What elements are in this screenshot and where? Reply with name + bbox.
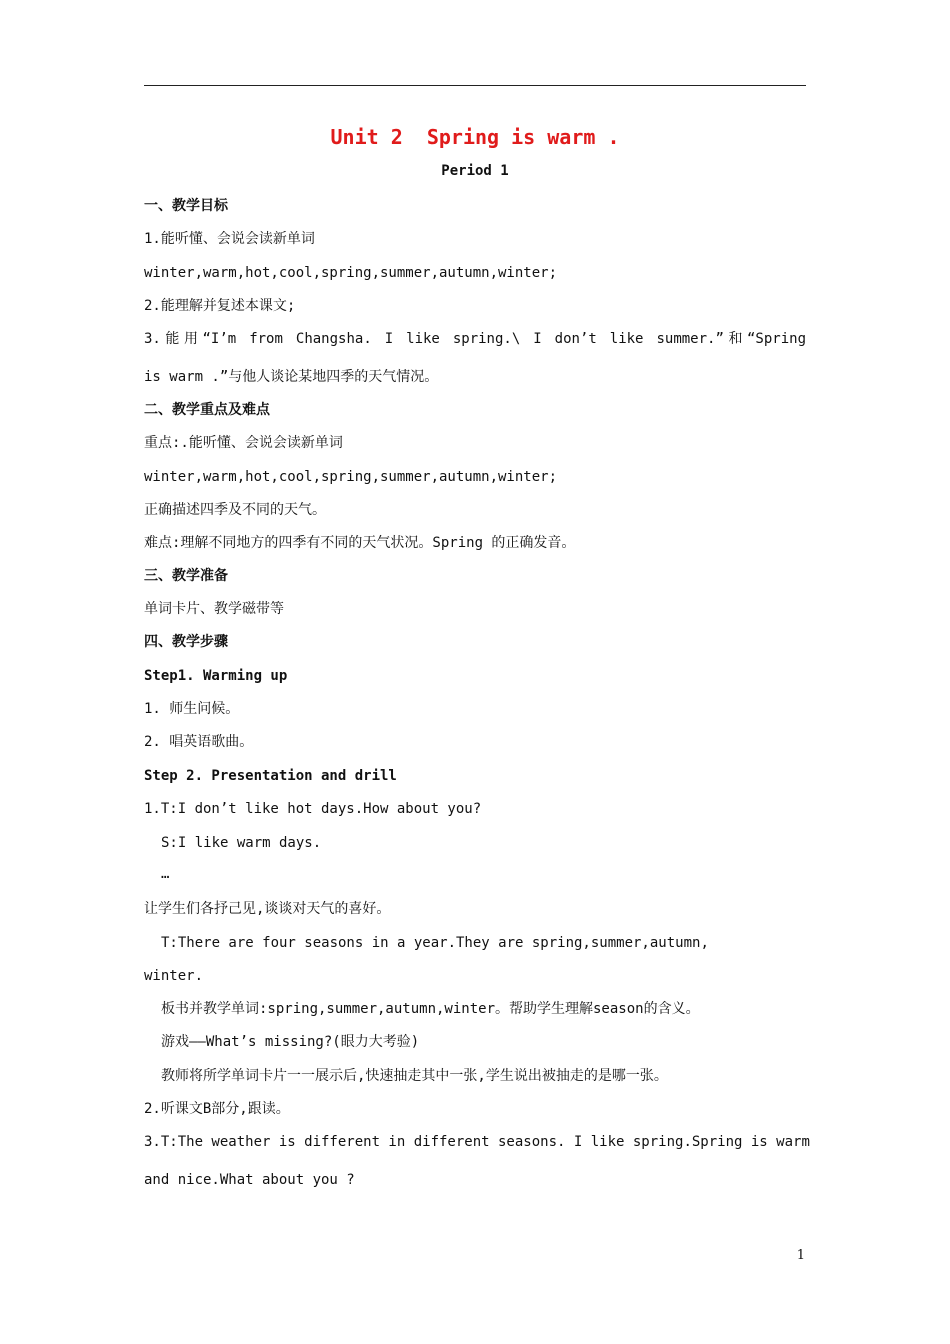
period-label: Period 1 [441,163,509,179]
step1-item-1: 1. 师生问候。 [144,701,240,717]
dialogue-student-1: S:I like warm days. [161,835,322,851]
preparation-items: 单词卡片、教学磁带等 [144,601,284,617]
document-title: Unit 2 Spring is warm . [330,125,620,149]
dialogue-teacher-1: 1.T:I don’t like hot days.How about you? [144,801,482,817]
step2-heading: Step 2. Presentation and drill [144,768,397,784]
objective-3-line1: 3.能用“I’m from Changsha. I like spring.\ I don’t like summer.”和“Spring [144,331,806,347]
header-rule [144,85,806,86]
objective-1-words: winter,warm,hot,cool,spring,summer,autumn,winter; [144,265,558,281]
instruction-cards: 教师将所学单词卡片一一展示后,快速抽走其中一张,学生说出被抽走的是哪一张。 [161,1068,668,1084]
key-point-seasons: 正确描述四季及不同的天气。 [144,502,326,518]
instruction-game: 游戏——What’s missing?(眼力大考验) [161,1034,420,1050]
instruction-discuss: 让学生们各抒己见,谈谈对天气的喜好。 [144,901,391,917]
step2-item-3-line1: 3.T:The weather is different in different seasons. I like spring.Spring is warm [144,1134,810,1150]
dialogue-teacher-2-line2: winter. [144,968,204,984]
step2-item-3-line2: and nice.What about you ? [144,1172,355,1188]
step1-heading: Step1. Warming up [144,668,288,684]
objective-2: 2.能理解并复述本课文; [144,298,296,314]
objective-3-line2: is warm .”与他人谈论某地四季的天气情况。 [144,369,439,385]
instruction-board: 板书并教学单词:spring,summer,autumn,winter。帮助学生理解season的含义。 [161,1001,700,1017]
section-heading-key-points: 二、教学重点及难点 [144,402,270,418]
section-heading-preparation: 三、教学准备 [144,568,228,584]
objective-1: 1.能听懂、会说会读新单词 [144,231,315,247]
difficult-point: 难点:理解不同地方的四季有不同的天气状况。Spring 的正确发音。 [144,535,576,551]
ellipsis: … [161,866,170,882]
section-heading-procedure: 四、教学步骤 [144,634,228,650]
dialogue-teacher-2-line1: T:There are four seasons in a year.They are spring,summer,autumn, [161,935,709,951]
step1-item-2: 2. 唱英语歌曲。 [144,734,254,750]
key-point: 重点:.能听懂、会说会读新单词 [144,435,343,451]
page-number: 1 [796,1248,805,1263]
key-point-words: winter,warm,hot,cool,spring,summer,autumn,winter; [144,469,558,485]
step2-item-2: 2.听课文B部分,跟读。 [144,1101,290,1117]
section-heading-objectives: 一、教学目标 [144,198,228,214]
